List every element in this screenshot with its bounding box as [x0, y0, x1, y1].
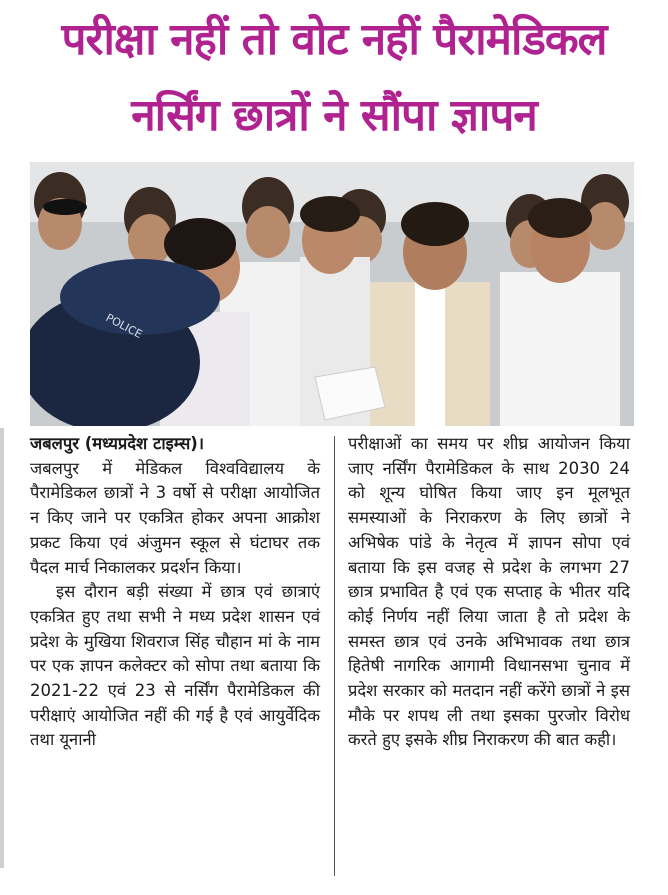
article-column-left: [30, 432, 320, 753]
dateline: जबलपुर (मध्यप्रदेश टाइम्स)।: [30, 434, 205, 453]
news-photo: [30, 162, 634, 426]
police-cap-text: POLICE: [103, 311, 145, 342]
column-divider: [334, 436, 335, 876]
protest-photo-illustration: [30, 162, 634, 426]
article-column-right: [348, 432, 630, 753]
headline-line-2: नर्सिंग छात्रों ने सौंपा ज्ञापन: [131, 90, 537, 141]
article-paragraph-3: परीक्षाओं का समय पर शीघ्र आयोजन किया जाए नर्सिंग पैरामेडिकल के साथ 2030 24 को शून्य घोषित किया जाए इन मूलभूत समस्याओं के निराकरण के लिए छात्रों ने अभिषेक पांडे के नेतृत्व में ज्ञापन सोपा एवं बताया कि इस वजह से प्रदेश के लगभग 27 छात्र प्रभावित है एवं एक सप्ताह के भीतर यदि कोई निर्णय नहीं लिया जाता है तो प्रदेश के समस्त छात्र एवं उनके अभिभावक तथा छात्र हितेषी नागरिक आगामी विधानसभा चुनाव में प्रदेश सरकार को मतदान नहीं करेंगे छात्रों ने इस मौके पर शपथ ली तथा इसका पुरजोर विरोध करते हुए इसके शीघ्र निराकरण की बात कही।: [348, 434, 630, 750]
article-paragraph-1: जबलपुर में मेडिकल विश्वविद्यालय के पैरामेडिकल छात्रों ने 3 वर्षो से परीक्षा आयोजित न किए जाने पर एकत्रित होकर अपना आक्रोश प्रकट किया एवं अंजुमन स्कूल से घंटाघर तक पैदल मार्च निकालकर प्रदर्शन किया।: [30, 458, 320, 577]
article-paragraph-2: इस दौरान बड़ी संख्या में छात्र एवं छात्राएं एकत्रित हुए तथा सभी ने मध्य प्रदेश शासन एवं प्रदेश के मुखिया शिवराज सिंह चौहान मां के नाम पर एक ज्ञापन कलेक्टर को सोपा तथा बताया कि 2021-22 एवं 23 से नर्सिंग पैरामेडिकल की परीक्षाएं आयोजित नहीं की गई है एवं आयुर्वेदिक तथा यूनानी: [30, 582, 320, 750]
margin-mark: [0, 428, 4, 868]
headline-line-1: परीक्षा नहीं तो वोट नहीं पैरामेडिकल: [61, 14, 607, 65]
